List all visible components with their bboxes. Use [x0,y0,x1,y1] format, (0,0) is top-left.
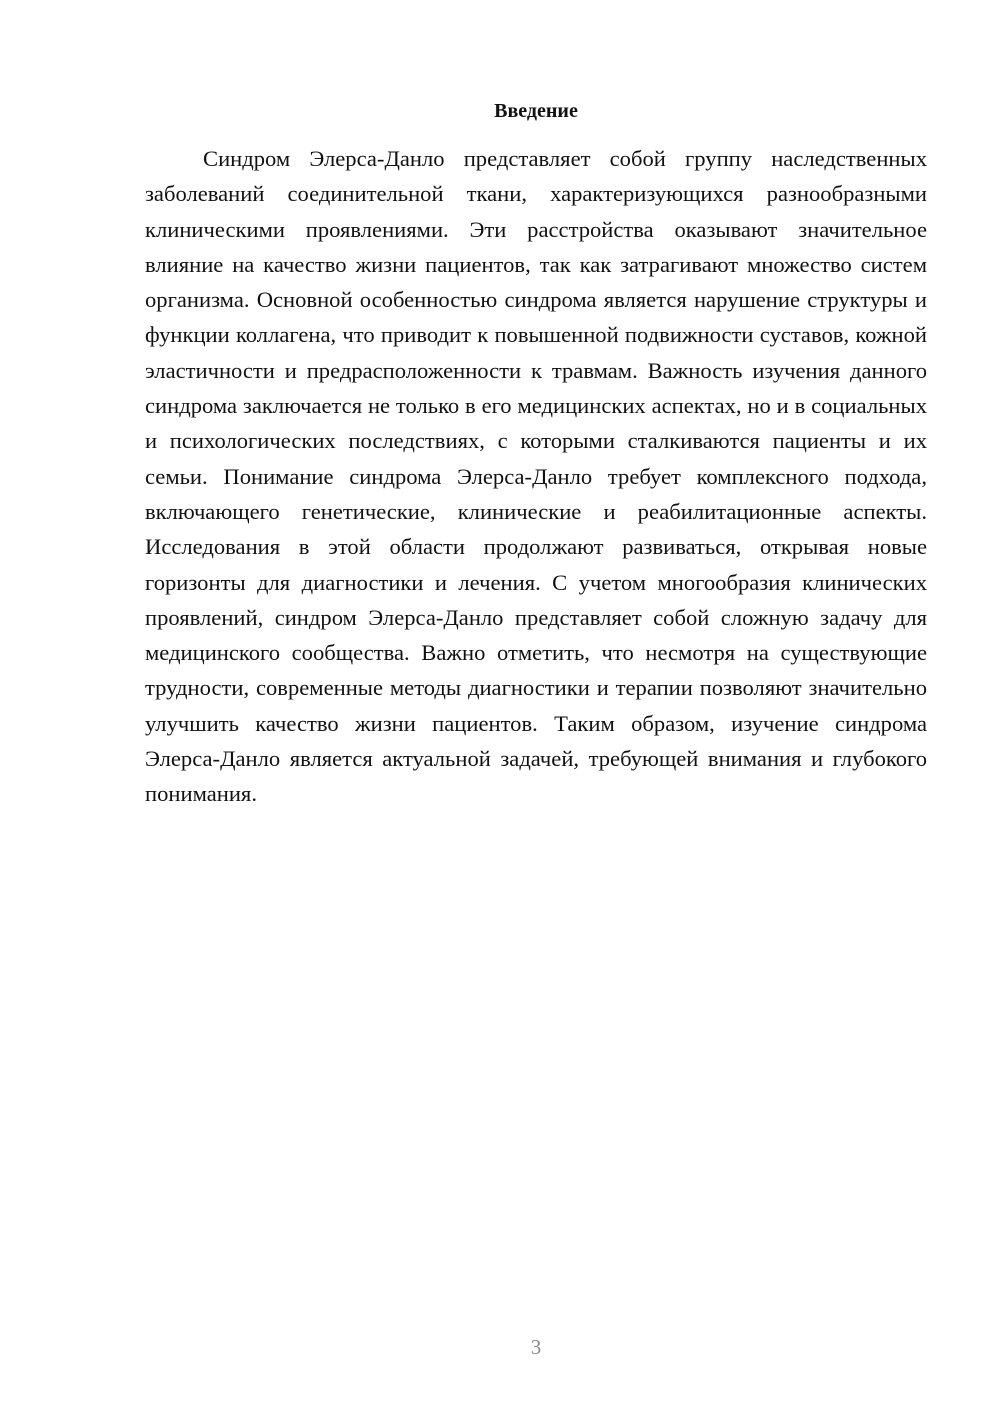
page-number: 3 [530,1335,542,1359]
section-heading: Введение [494,100,578,122]
body-paragraph: Синдром Элерса-Данло представляет собой группу наследственных заболеваний соединительной ткани, характеризующихся разнообразными клиническими проявлениями. Эти расстройства оказывают значительное влияние на качество жизни пациентов, так как затрагивают множество систем организма. Основной особенностью синдрома является нарушение структуры и функции коллагена, что приводит к повышенной подвижности суставов, кожной эластичности и предрасположенности к травмам. Важность изучения данного синдрома заключается не только в его медицинских аспектах, но и в социальных и психологических последствиях, с которыми сталкиваются пациенты и их семьи. Понимание синдрома Элерса-Данло требует комплексного подхода, включающего генетические, клинические и реабилитационные аспекты. Исследования в этой области продолжают развиваться, открывая новые горизонты для диагностики и лечения. С учетом многообразия клинических проявлений, синдром Элерса-Данло представляет собой сложную задачу для медицинского сообщества. Важно отметить, что несмотря на существующие трудности, современные методы диагностики и терапии позволяют значительно улучшить качество жизни пациентов. Таким образом, изучение синдрома Элерса-Данло является актуальной задачей, требующей внимания и глубокого понимания. [145,146,927,807]
